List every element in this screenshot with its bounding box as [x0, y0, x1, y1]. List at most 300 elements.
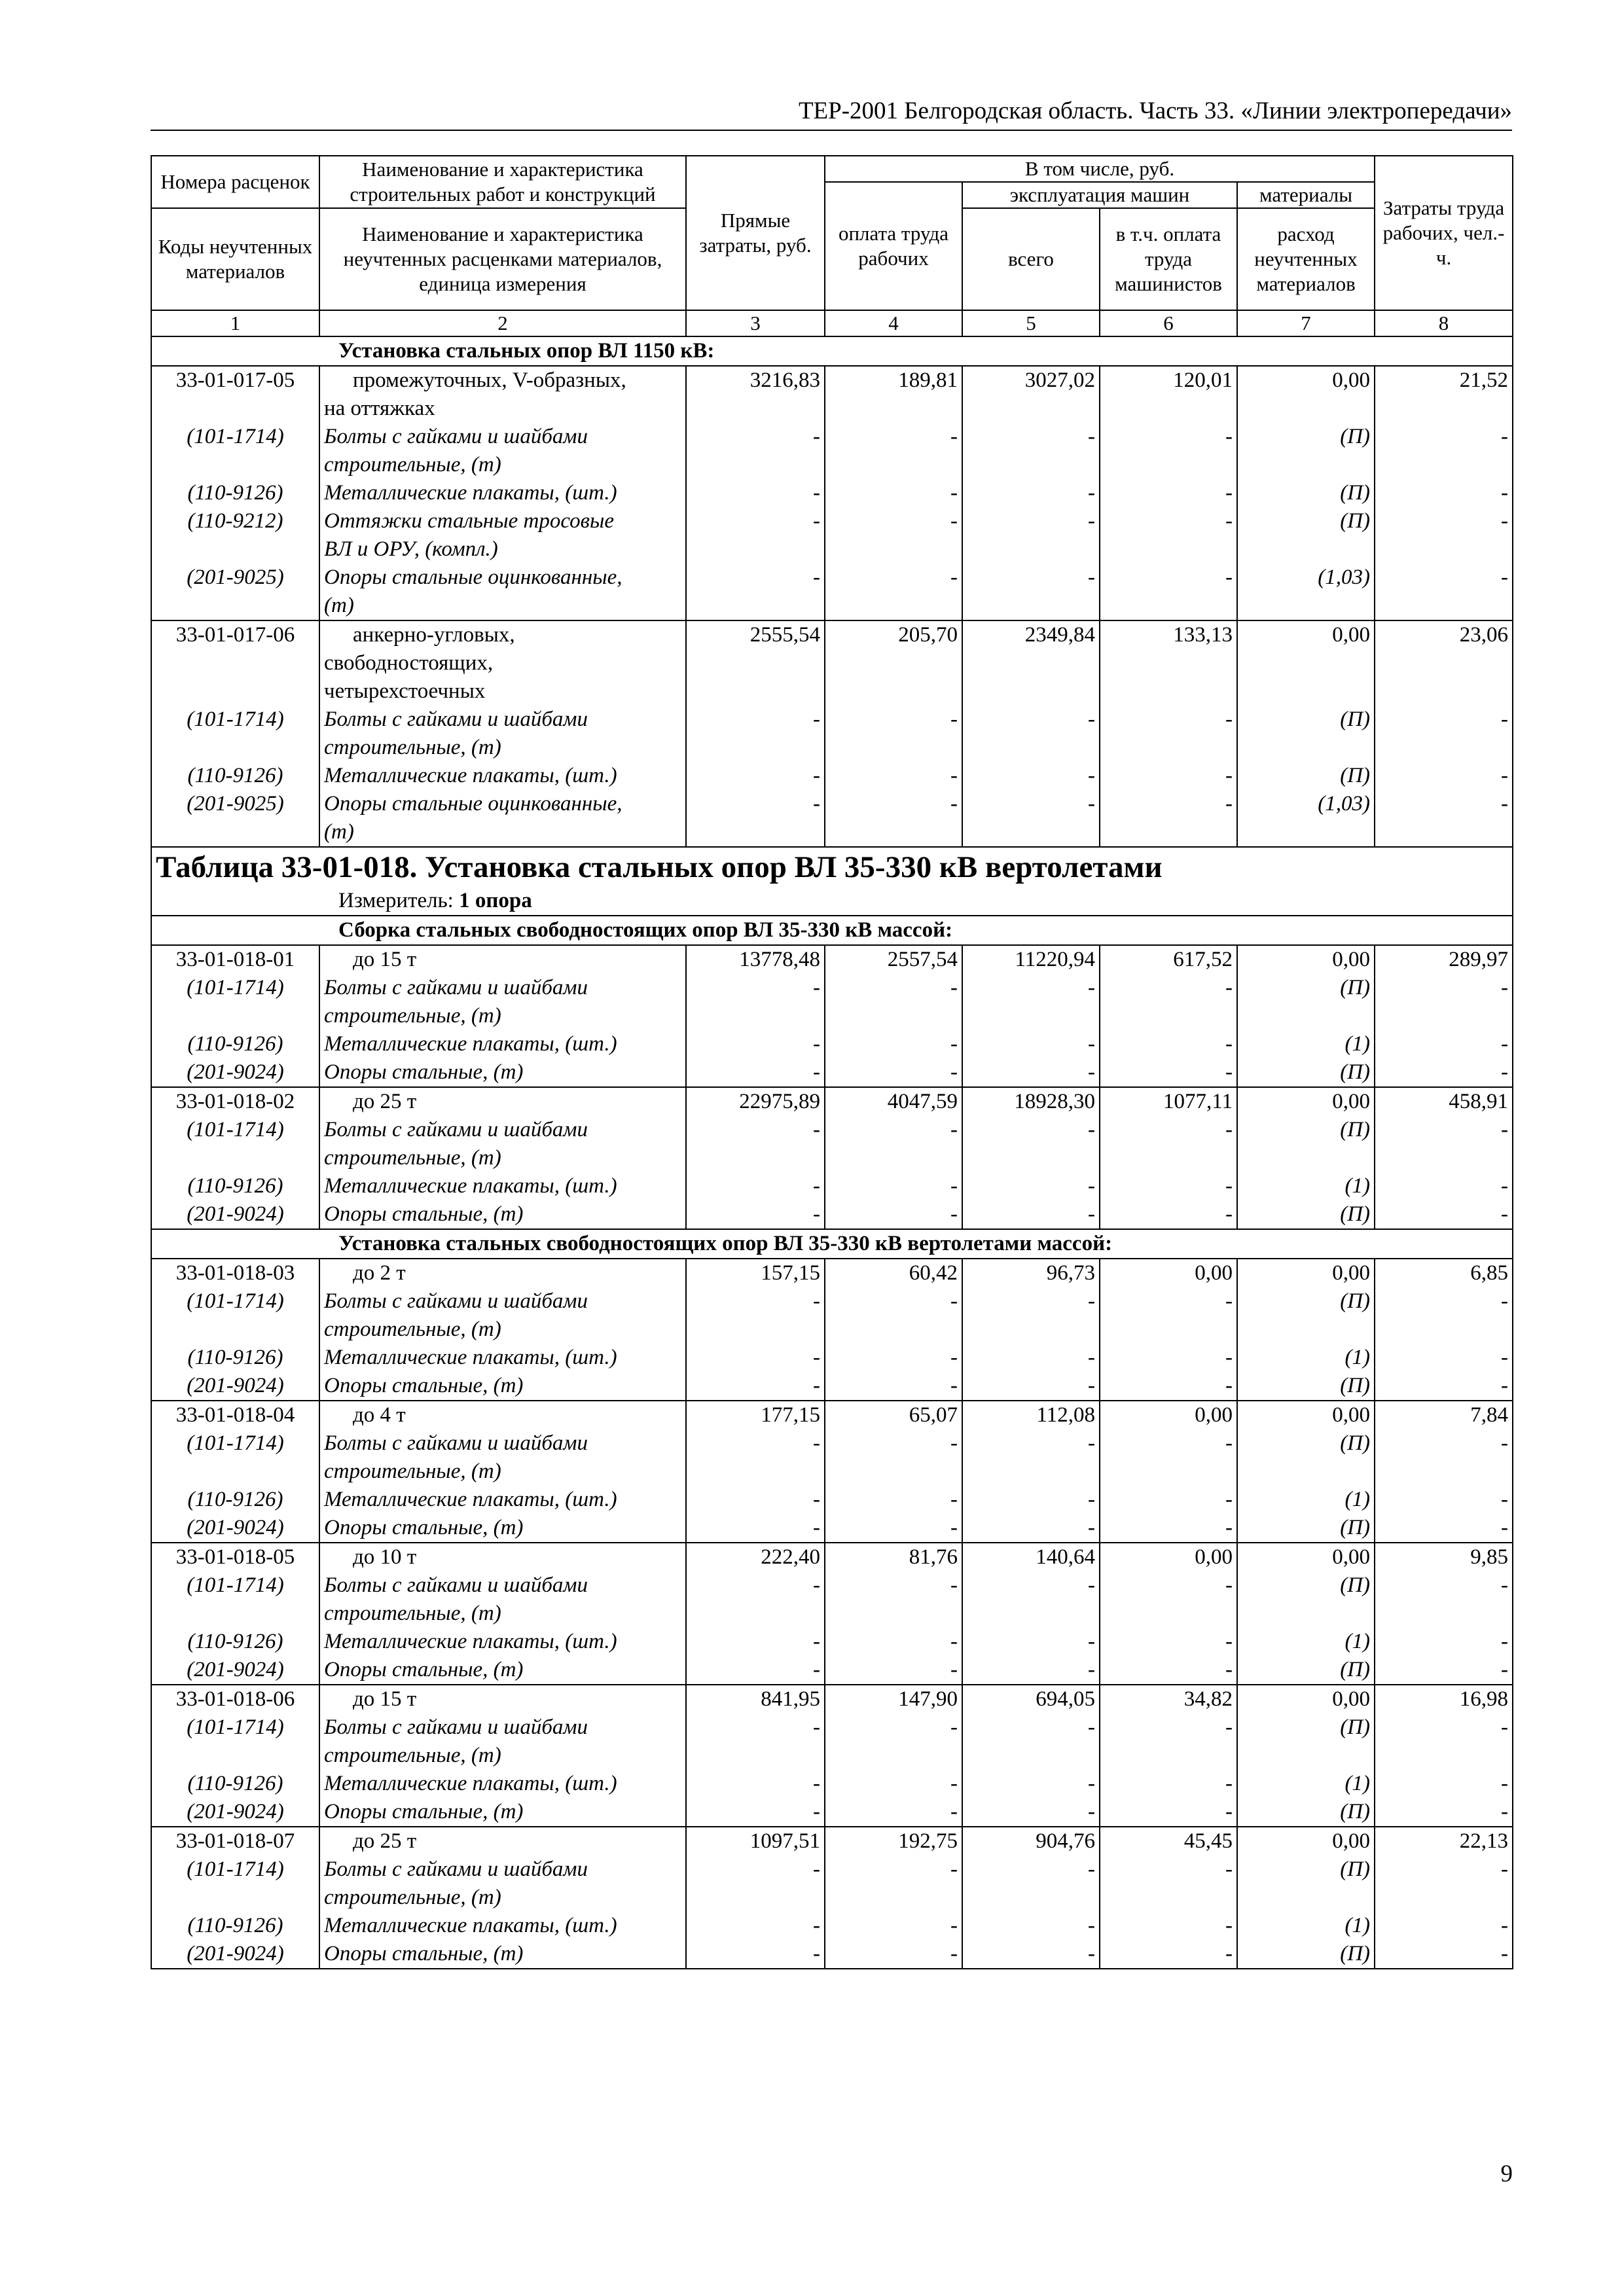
material-usage: (П) [1237, 1713, 1375, 1770]
machines-total: - [962, 1571, 1100, 1628]
labor-pay: - [825, 1429, 962, 1486]
material-usage: (П) [1237, 1200, 1375, 1229]
machines-total: - [962, 1116, 1100, 1172]
column-numbers-row [151, 310, 1513, 336]
material-row [151, 1429, 1513, 1486]
operator-pay: - [1100, 1030, 1237, 1058]
rate-code: 33-01-017-06 [151, 620, 319, 706]
material-usage: (П) [1237, 974, 1375, 1030]
rate-code: (201-9025) [151, 790, 319, 847]
material-usage: (1) [1237, 1030, 1375, 1058]
rate-code: (201-9024) [151, 1514, 319, 1543]
labor-hours: - [1375, 1514, 1513, 1543]
rate-code: (110-9212) [151, 507, 319, 564]
direct-costs: - [686, 1713, 825, 1770]
direct-costs: - [686, 790, 825, 847]
item-name [319, 1856, 686, 1912]
rate-code: (101-1714) [151, 974, 319, 1030]
measure [151, 887, 1513, 916]
item-name [319, 1514, 686, 1543]
operator-pay: 0,00 [1100, 1259, 1237, 1287]
labor-hours: - [1375, 790, 1513, 847]
labor-pay: - [825, 1856, 962, 1912]
item-name-line: (т) [324, 820, 354, 844]
direct-costs: - [686, 1571, 825, 1628]
material-row [151, 423, 1513, 479]
rate-code: 33-01-018-07 [151, 1827, 319, 1856]
item-name [319, 1713, 686, 1770]
material-row [151, 1172, 1513, 1200]
th-material-name: Наименование и характеристика неучтенных расценками материалов, единица измерения [319, 208, 686, 310]
labor-pay: - [825, 1940, 962, 1969]
labor-pay: - [825, 1172, 962, 1200]
material-usage: (П) [1237, 1798, 1375, 1827]
labor-pay: 4047,59 [825, 1087, 962, 1116]
item-name-line: до 15 т [353, 948, 417, 971]
table-title-row [151, 847, 1513, 887]
operator-pay: - [1100, 1058, 1237, 1087]
item-name [319, 1827, 686, 1856]
labor-hours: 9,85 [1375, 1543, 1513, 1571]
machines-total: - [962, 1058, 1100, 1087]
material-usage: (1) [1237, 1770, 1375, 1798]
item-name-line: на оттяжках [324, 397, 435, 420]
machines-total: - [962, 1856, 1100, 1912]
rate-code: 33-01-017-05 [151, 366, 319, 423]
labor-pay: - [825, 1287, 962, 1344]
rate-code: 33-01-018-06 [151, 1685, 319, 1713]
th-materials: материалы [1237, 182, 1375, 208]
rate-row [151, 366, 1513, 423]
item-name-line: Металлические плакаты, (шт.) [324, 1914, 617, 1937]
labor-hours: - [1375, 1372, 1513, 1401]
item-name-line: Опоры стальные, (т) [324, 1942, 524, 1965]
page-number: 9 [1500, 2161, 1513, 2187]
item-name-line: до 25 т [353, 1090, 417, 1113]
direct-costs: 3216,83 [686, 366, 825, 423]
rate-code: (201-9025) [151, 564, 319, 620]
machines-total: - [962, 1770, 1100, 1798]
labor-pay: - [825, 507, 962, 564]
material-row [151, 1486, 1513, 1514]
item-name-line: Металлические плакаты, (шт.) [324, 481, 617, 505]
direct-costs: 2555,54 [686, 620, 825, 706]
item-name [319, 1940, 686, 1969]
direct-costs: - [686, 1798, 825, 1827]
direct-costs: - [686, 1058, 825, 1087]
operator-pay: - [1100, 1798, 1237, 1827]
direct-costs: - [686, 1486, 825, 1514]
direct-costs: - [686, 479, 825, 507]
material-row [151, 1940, 1513, 1969]
col-number: 6 [1100, 310, 1237, 336]
operator-pay: - [1100, 1940, 1237, 1969]
rate-row [151, 1259, 1513, 1287]
rate-code: (101-1714) [151, 423, 319, 479]
material-usage: (П) [1237, 507, 1375, 564]
operator-pay: - [1100, 1200, 1237, 1229]
material-usage: 0,00 [1237, 945, 1375, 974]
th-direct-costs: Прямые затраты, руб. [686, 156, 825, 310]
rate-code: (201-9024) [151, 1058, 319, 1087]
col-number: 3 [686, 310, 825, 336]
item-name-line: строительные, (т) [324, 1602, 501, 1625]
operator-pay: - [1100, 1514, 1237, 1543]
rate-row [151, 1543, 1513, 1571]
material-usage: (П) [1237, 1514, 1375, 1543]
labor-hours: - [1375, 564, 1513, 620]
material-row [151, 1287, 1513, 1344]
table-title: Таблица 33-01-018. Установка стальных опор ВЛ 35-330 кВ вертолетами [151, 847, 1513, 887]
labor-pay: - [825, 1030, 962, 1058]
machines-total: - [962, 790, 1100, 847]
labor-hours: - [1375, 762, 1513, 790]
material-usage: (П) [1237, 1116, 1375, 1172]
item-name [319, 366, 686, 423]
item-name-line: анкерно-угловых, [353, 623, 515, 647]
operator-pay: - [1100, 1172, 1237, 1200]
direct-costs: - [686, 1372, 825, 1401]
rate-code: 33-01-018-02 [151, 1087, 319, 1116]
item-name-line: Металлические плакаты, (шт.) [324, 764, 617, 787]
item-name [319, 1116, 686, 1172]
labor-pay: 147,90 [825, 1685, 962, 1713]
direct-costs: - [686, 974, 825, 1030]
labor-hours: - [1375, 1656, 1513, 1685]
item-name-line: Болты с гайками и шайбами [324, 1118, 588, 1141]
material-row [151, 507, 1513, 564]
labor-pay: 192,75 [825, 1827, 962, 1856]
item-name [319, 1259, 686, 1287]
labor-pay: - [825, 1571, 962, 1628]
labor-hours: 22,13 [1375, 1827, 1513, 1856]
item-name [319, 1429, 686, 1486]
direct-costs: - [686, 1116, 825, 1172]
item-name-line: строительные, (т) [324, 453, 501, 476]
labor-pay: - [825, 706, 962, 762]
operator-pay: - [1100, 1429, 1237, 1486]
direct-costs: - [686, 1940, 825, 1969]
material-row [151, 1798, 1513, 1827]
labor-pay: - [825, 564, 962, 620]
direct-costs: - [686, 1856, 825, 1912]
rate-code: (201-9024) [151, 1656, 319, 1685]
labor-pay: - [825, 1486, 962, 1514]
operator-pay: - [1100, 1856, 1237, 1912]
machines-total: - [962, 1200, 1100, 1229]
operator-pay: - [1100, 1713, 1237, 1770]
labor-hours: 289,97 [1375, 945, 1513, 974]
item-name-line: до 10 т [353, 1545, 417, 1569]
direct-costs: - [686, 1770, 825, 1798]
item-name-line: ВЛ и ОРУ, (компл.) [324, 537, 498, 561]
direct-costs: - [686, 423, 825, 479]
material-row [151, 1713, 1513, 1770]
item-name [319, 974, 686, 1030]
labor-pay: - [825, 1372, 962, 1401]
labor-hours: - [1375, 1856, 1513, 1912]
machines-total: - [962, 1486, 1100, 1514]
machines-total: 3027,02 [962, 366, 1100, 423]
labor-hours: - [1375, 1770, 1513, 1798]
machines-total: 2349,84 [962, 620, 1100, 706]
item-name-line: Опоры стальные оцинкованные, [324, 792, 623, 816]
machines-total: - [962, 1912, 1100, 1940]
item-name-line: промежуточных, V-образных, [353, 368, 626, 392]
labor-pay: - [825, 423, 962, 479]
rate-code: (110-9126) [151, 1486, 319, 1514]
item-name-line: Опоры стальные, (т) [324, 1060, 524, 1084]
direct-costs: - [686, 1514, 825, 1543]
material-usage: (П) [1237, 423, 1375, 479]
labor-pay: - [825, 1656, 962, 1685]
machines-total: 904,76 [962, 1827, 1100, 1856]
direct-costs: - [686, 1656, 825, 1685]
material-row [151, 790, 1513, 847]
rate-code: (201-9024) [151, 1200, 319, 1229]
item-name-line: до 15 т [353, 1687, 417, 1711]
item-name-line: до 4 т [353, 1403, 406, 1427]
operator-pay: - [1100, 507, 1237, 564]
rate-code: (110-9126) [151, 1030, 319, 1058]
rate-code: (110-9126) [151, 762, 319, 790]
material-usage: (П) [1237, 1287, 1375, 1344]
item-name [319, 706, 686, 762]
item-name [319, 1656, 686, 1685]
th-material-usage: расход неучтенных материалов [1237, 208, 1375, 310]
direct-costs: - [686, 762, 825, 790]
machines-total: - [962, 507, 1100, 564]
item-name-line: строительные, (т) [324, 1886, 501, 1909]
rate-code: (101-1714) [151, 1429, 319, 1486]
material-row [151, 706, 1513, 762]
machines-total: - [962, 1030, 1100, 1058]
rate-code: (101-1714) [151, 1713, 319, 1770]
rate-code: (201-9024) [151, 1372, 319, 1401]
material-row [151, 1628, 1513, 1656]
operator-pay: - [1100, 790, 1237, 847]
machines-total: 18928,30 [962, 1087, 1100, 1116]
operator-pay: 0,00 [1100, 1543, 1237, 1571]
material-usage: (П) [1237, 762, 1375, 790]
rate-code: 33-01-018-01 [151, 945, 319, 974]
item-name [319, 1200, 686, 1229]
machines-total: 694,05 [962, 1685, 1100, 1713]
direct-costs: 841,95 [686, 1685, 825, 1713]
section-heading [151, 916, 1513, 945]
th-work-name: Наименование и характеристика строительных работ и конструкций [319, 156, 686, 208]
rate-code: 33-01-018-03 [151, 1259, 319, 1287]
material-row [151, 1030, 1513, 1058]
labor-pay: - [825, 1344, 962, 1372]
labor-hours: - [1375, 1172, 1513, 1200]
direct-costs: - [686, 1200, 825, 1229]
material-usage: (1) [1237, 1344, 1375, 1372]
labor-hours: - [1375, 1713, 1513, 1770]
machines-total: - [962, 479, 1100, 507]
labor-hours: - [1375, 1344, 1513, 1372]
labor-hours: - [1375, 507, 1513, 564]
material-usage: (П) [1237, 1058, 1375, 1087]
item-name-line: Опоры стальные, (т) [324, 1800, 524, 1823]
rate-code: (101-1714) [151, 706, 319, 762]
labor-hours: 458,91 [1375, 1087, 1513, 1116]
section-heading-text: Сборка стальных свободностоящих опор ВЛ 35-330 кВ массой: [151, 916, 1513, 945]
direct-costs: - [686, 1912, 825, 1940]
col-number: 2 [319, 310, 686, 336]
item-name [319, 1912, 686, 1940]
rate-code: 33-01-018-04 [151, 1401, 319, 1429]
operator-pay: 133,13 [1100, 620, 1237, 706]
direct-costs: - [686, 1172, 825, 1200]
rate-row [151, 620, 1513, 706]
rate-code: (101-1714) [151, 1116, 319, 1172]
direct-costs: - [686, 1030, 825, 1058]
material-usage: (1) [1237, 1912, 1375, 1940]
labor-pay: - [825, 1116, 962, 1172]
item-name [319, 945, 686, 974]
item-name [319, 1770, 686, 1798]
th-machines-total: всего [962, 208, 1100, 310]
item-name-line: Болты с гайками и шайбами [324, 1857, 588, 1881]
item-name-line: Оттяжки стальные тросовые [324, 509, 615, 533]
material-usage: (П) [1237, 1372, 1375, 1401]
labor-hours: - [1375, 1058, 1513, 1087]
machines-total: - [962, 1514, 1100, 1543]
labor-pay: - [825, 1628, 962, 1656]
labor-pay: - [825, 762, 962, 790]
labor-hours: - [1375, 974, 1513, 1030]
labor-hours: 16,98 [1375, 1685, 1513, 1713]
material-usage: (П) [1237, 706, 1375, 762]
item-name-line: Опоры стальные, (т) [324, 1202, 524, 1226]
item-name-line: Металлические плакаты, (шт.) [324, 1488, 617, 1511]
material-usage: 0,00 [1237, 1543, 1375, 1571]
labor-hours: 21,52 [1375, 366, 1513, 423]
machines-total: - [962, 1372, 1100, 1401]
labor-pay: - [825, 1200, 962, 1229]
machines-total: - [962, 1287, 1100, 1344]
labor-pay: 2557,54 [825, 945, 962, 974]
labor-pay: - [825, 1058, 962, 1087]
item-name-line: строительные, (т) [324, 1744, 501, 1767]
section-heading-text: Установка стальных свободностоящих опор ВЛ 35-330 кВ вертолетами массой: [151, 1229, 1513, 1259]
item-name [319, 1087, 686, 1116]
material-usage: (П) [1237, 1656, 1375, 1685]
material-row [151, 1200, 1513, 1229]
labor-hours: - [1375, 479, 1513, 507]
section-heading-text: Установка стальных опор ВЛ 1150 кВ: [151, 336, 1513, 366]
item-name [319, 507, 686, 564]
item-name-line: Опоры стальные оцинкованные, [324, 565, 623, 589]
direct-costs: 13778,48 [686, 945, 825, 974]
direct-costs: - [686, 1344, 825, 1372]
item-name-line: Болты с гайками и шайбами [324, 1573, 588, 1597]
material-usage: 0,00 [1237, 1259, 1375, 1287]
item-name-line: Болты с гайками и шайбами [324, 1431, 588, 1455]
machines-total: - [962, 706, 1100, 762]
labor-pay: - [825, 790, 962, 847]
item-name-line: Металлические плакаты, (шт.) [324, 1174, 617, 1198]
rate-row [151, 1685, 1513, 1713]
item-name [319, 479, 686, 507]
col-number: 7 [1237, 310, 1375, 336]
item-name [319, 1030, 686, 1058]
material-row [151, 479, 1513, 507]
machines-total: 140,64 [962, 1543, 1100, 1571]
col-number: 1 [151, 310, 319, 336]
item-name [319, 620, 686, 706]
rate-code: (110-9126) [151, 1172, 319, 1200]
labor-hours: - [1375, 1940, 1513, 1969]
item-name-line: Болты с гайками и шайбами [324, 976, 588, 999]
operator-pay: - [1100, 1344, 1237, 1372]
item-name-line: строительные, (т) [324, 1146, 501, 1170]
labor-pay: - [825, 974, 962, 1030]
operator-pay: - [1100, 423, 1237, 479]
item-name-line: строительные, (т) [324, 736, 501, 759]
direct-costs: 22975,89 [686, 1087, 825, 1116]
material-usage: (1) [1237, 1486, 1375, 1514]
rate-row [151, 1401, 1513, 1429]
item-name [319, 762, 686, 790]
labor-hours: - [1375, 1628, 1513, 1656]
labor-pay: 65,07 [825, 1401, 962, 1429]
labor-hours: - [1375, 1912, 1513, 1940]
material-usage: (П) [1237, 1856, 1375, 1912]
material-usage: 0,00 [1237, 620, 1375, 706]
item-name-line: Болты с гайками и шайбами [324, 425, 588, 448]
rate-code: (110-9126) [151, 1770, 319, 1798]
item-name-line: Металлические плакаты, (шт.) [324, 1630, 617, 1653]
material-row [151, 1856, 1513, 1912]
item-name [319, 564, 686, 620]
machines-total: - [962, 1656, 1100, 1685]
measure-row [151, 887, 1513, 916]
item-name [319, 1344, 686, 1372]
labor-hours: 6,85 [1375, 1259, 1513, 1287]
material-usage: (П) [1237, 1429, 1375, 1486]
rate-code: (110-9126) [151, 1628, 319, 1656]
th-material-codes: Коды неучтенных материалов [151, 208, 319, 310]
measure-value: 1 опора [459, 889, 532, 912]
machines-total: - [962, 1798, 1100, 1827]
direct-costs: - [686, 564, 825, 620]
item-name-line: Болты с гайками и шайбами [324, 708, 588, 731]
measure-label: Измеритель: [338, 889, 460, 912]
labor-pay: 189,81 [825, 366, 962, 423]
th-including: В том числе, руб. [825, 156, 1375, 182]
labor-pay: - [825, 1770, 962, 1798]
material-row [151, 762, 1513, 790]
material-row [151, 1656, 1513, 1685]
item-name [319, 790, 686, 847]
th-operator-pay: в т.ч. оплата труда машинистов [1100, 208, 1237, 310]
operator-pay: - [1100, 974, 1237, 1030]
direct-costs: - [686, 706, 825, 762]
material-usage: 0,00 [1237, 366, 1375, 423]
item-name [319, 1543, 686, 1571]
th-rate-numbers: Номера расценок [151, 156, 319, 208]
labor-hours: - [1375, 1287, 1513, 1344]
operator-pay: - [1100, 762, 1237, 790]
operator-pay: - [1100, 706, 1237, 762]
material-row [151, 1116, 1513, 1172]
material-row [151, 1770, 1513, 1798]
material-row [151, 1058, 1513, 1087]
material-row [151, 1344, 1513, 1372]
machines-total: 11220,94 [962, 945, 1100, 974]
